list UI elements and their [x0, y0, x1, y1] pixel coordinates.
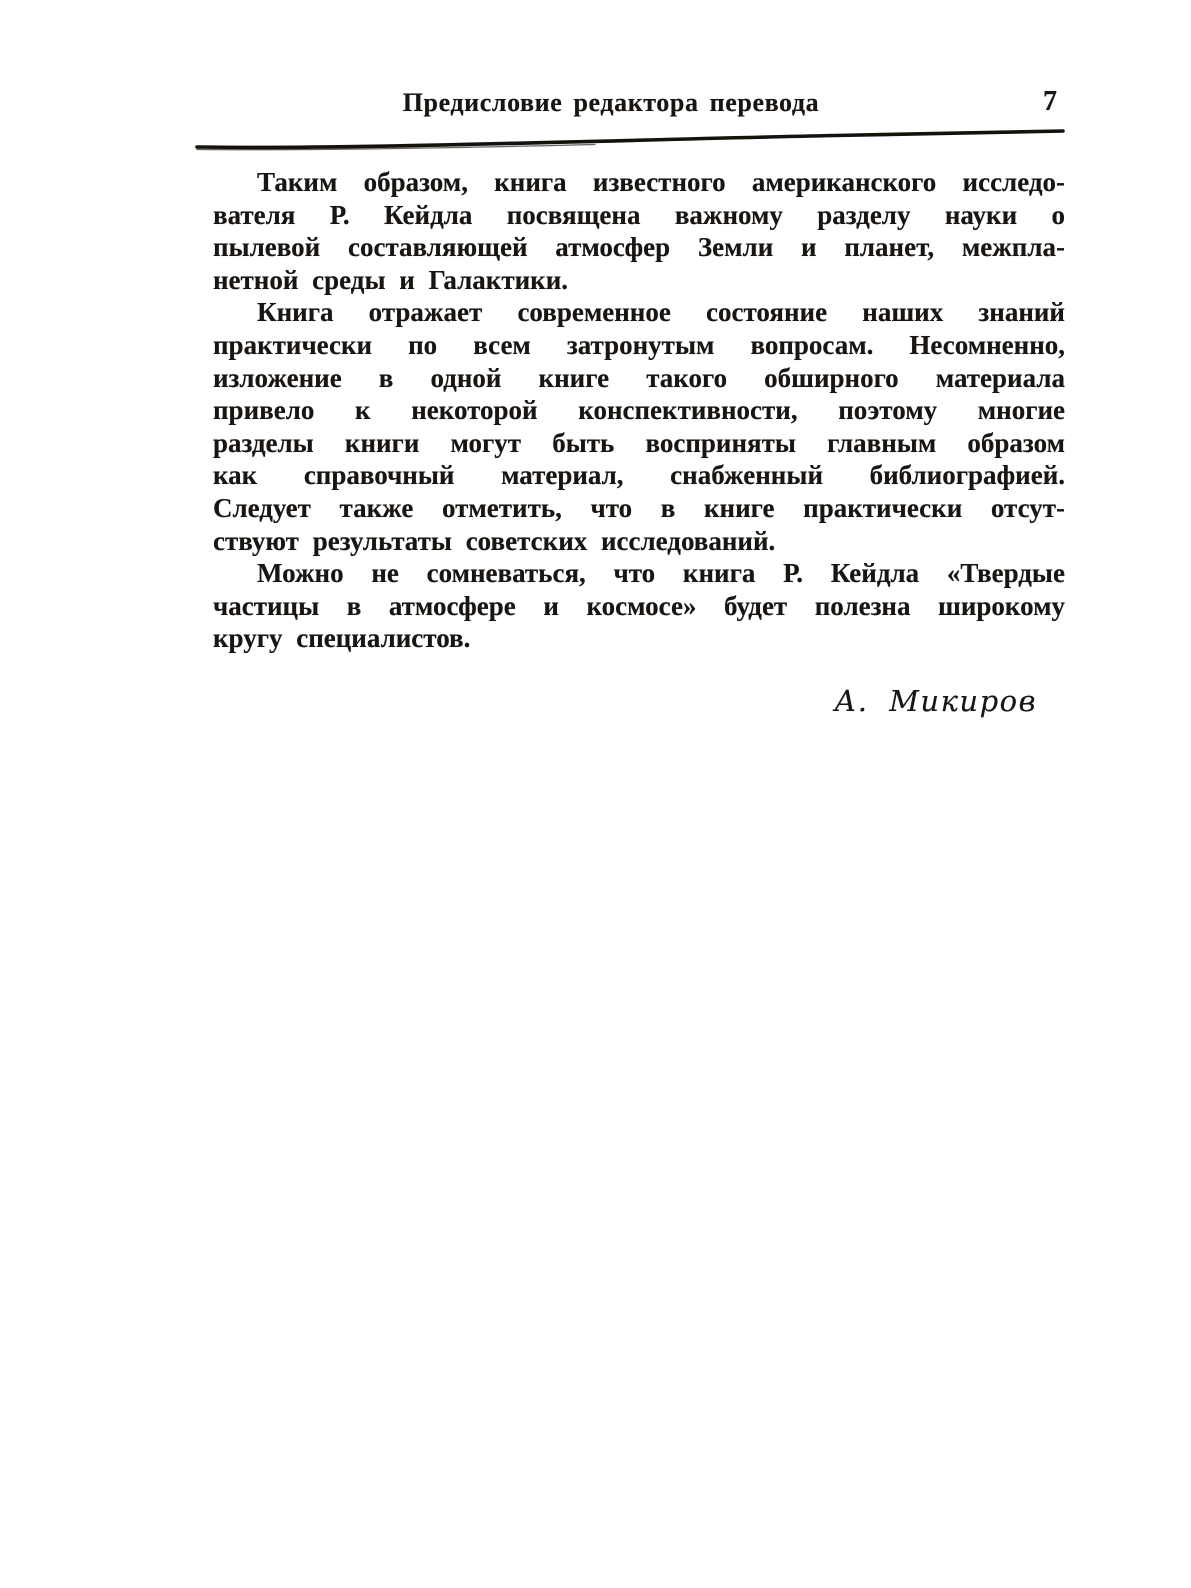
page-number: 7 [1043, 86, 1057, 117]
header-rule-stroke [195, 126, 1067, 152]
text-line: Книга отражает современное состояние наших знаний [257, 297, 1065, 328]
text-line: частицы в атмосфере и космосе» будет полезна широкому [213, 590, 1065, 621]
text-line: разделы книги могут быть восприняты главным образом [213, 427, 1065, 458]
text-line: изложение в одной книге такого обширного материала [213, 362, 1065, 393]
editor-signature: А. Микиров [834, 684, 1037, 718]
text-line: кругу специалистов. [213, 623, 471, 654]
text-line: как справочный материал, снабженный библиографией. [213, 460, 1065, 491]
running-header-title: Предисловие редактора перевода [402, 88, 820, 117]
text-line: нетной среды и Галактики. [213, 264, 569, 295]
signature-row [213, 684, 1065, 718]
text-line: вателя Р. Кейдла посвящена важному разделу науки о [213, 199, 1065, 230]
running-header [213, 88, 1065, 124]
text-line: Следует также отметить, что в книге практически отсут- [213, 492, 1065, 523]
paragraph [213, 296, 1065, 557]
text-line: Таким образом, книга известного американского исследо- [257, 167, 1065, 197]
text-line: практически по всем затронутым вопросам. Несомненно, [213, 329, 1065, 360]
page-body [213, 166, 1065, 655]
paragraph [213, 557, 1065, 655]
text-line: пылевой составляющей атмосфер Земли и планет, межпла- [213, 232, 1065, 263]
text-line: Можно не сомневаться, что книга Р. Кейдла «Твердые [257, 558, 1065, 589]
paragraph [213, 166, 1065, 296]
text-line: привело к некоторой конспективности, поэтому многие [213, 395, 1065, 426]
text-line: ствуют результаты советских исследований. [213, 525, 776, 556]
header-rule [195, 126, 1067, 152]
